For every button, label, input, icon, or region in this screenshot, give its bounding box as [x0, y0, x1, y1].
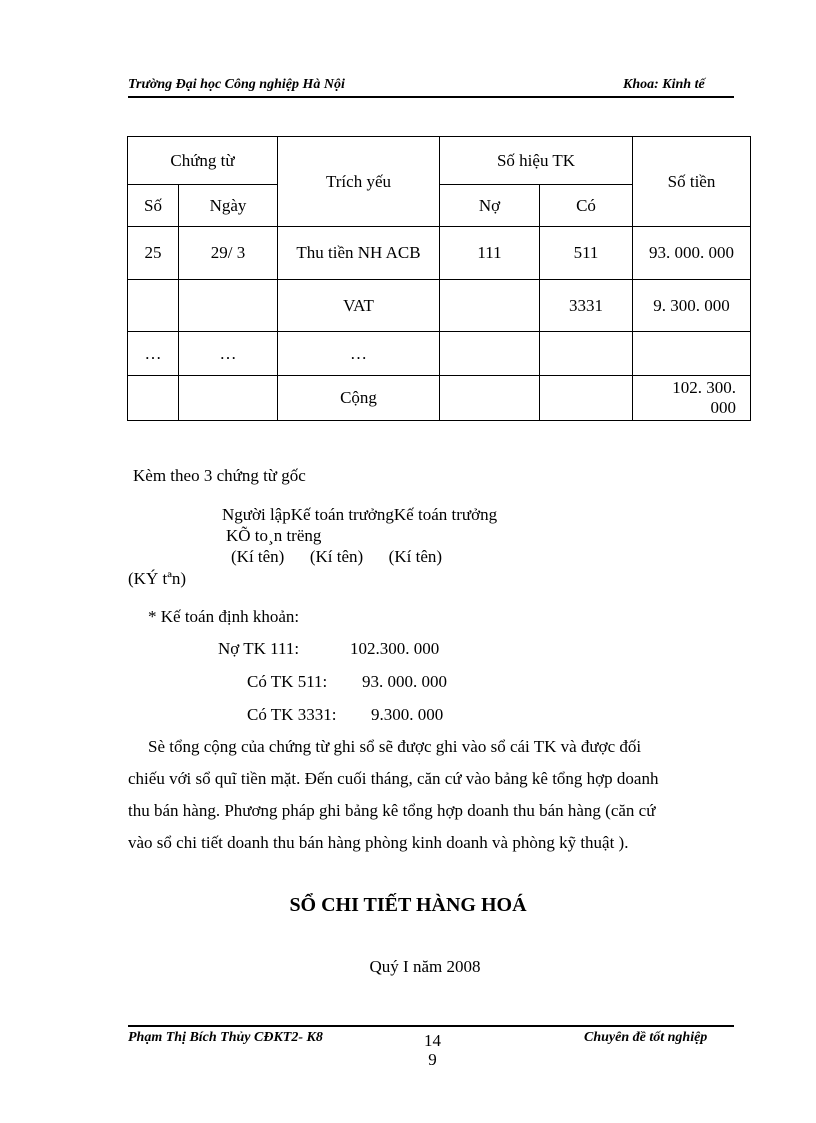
paragraph-line: Sè tổng cộng của chứng từ ghi sổ sẽ được ghi vào sổ cái TK và được đối [148, 737, 642, 756]
header-no: Nợ [440, 185, 540, 227]
signature-titles-garbled: KÕ to¸n trëng [226, 526, 322, 545]
signature-placeholders: (Kí tên) (Kí tên) (Kí tên) [231, 547, 443, 566]
footer-author: Phạm Thị Bích Thủy CĐKT2- K8 [128, 1030, 323, 1045]
section-subtitle: Quý I năm 2008 [369, 957, 481, 976]
footer-title: Chuyên đề tốt nghiệp [584, 1030, 708, 1045]
voucher-table [127, 136, 751, 421]
total-amount-line1: 102. 300. [672, 378, 737, 397]
section-title: SỔ CHI TIẾT HÀNG HOÁ [289, 894, 527, 916]
page-number-top: 14 [424, 1031, 441, 1050]
header-school: Trường Đại học Công nghiệp Hà Nội [128, 77, 345, 92]
cell-ngay: 29/ 3 [179, 227, 278, 280]
total-amount-line2: 000 [710, 398, 737, 417]
paragraph-line: chiếu với sổ quĩ tiền mặt. Đến cuối tháng, căn cứ vào bảng kê tổng hợp doanh [128, 769, 659, 788]
entry-credit1-value: 93. 000. 000 [362, 672, 447, 691]
table-row [128, 332, 751, 376]
table-row [128, 227, 751, 280]
cell-co [540, 376, 633, 421]
table-total-row [128, 376, 751, 421]
cell-so: … [128, 332, 179, 376]
page-number-bottom: 9 [428, 1050, 437, 1069]
header-chung-tu: Chứng từ [128, 137, 278, 185]
cell-no: 111 [440, 227, 540, 280]
cell-trich-yeu: VAT [278, 280, 440, 332]
cell-ngay [179, 376, 278, 421]
cell-trich-yeu: … [278, 332, 440, 376]
paragraph-line: vào sổ chi tiết doanh thu bán hàng phòng kinh doanh và phòng kỹ thuật ). [128, 833, 629, 852]
cell-co: 511 [540, 227, 633, 280]
header-trich-yeu: Trích yếu [278, 137, 440, 227]
cell-so [128, 280, 179, 332]
cell-ngay: … [179, 332, 278, 376]
header-so: Số [128, 185, 179, 227]
signature-titles: Người lậpKế toán trưởngKế toán trưởng [222, 505, 498, 524]
paragraph-line: thu bán hàng. Phương pháp ghi bảng kê tổng hợp doanh thu bán hàng (căn cứ [128, 801, 656, 820]
cell-no [440, 376, 540, 421]
entry-credit1-label: Có TK 511: [247, 672, 328, 691]
header-so-tien: Số tiền [633, 137, 751, 227]
page-number [424, 1031, 441, 1069]
body-paragraph [128, 731, 738, 859]
entry-credit2-value: 9.300. 000 [371, 705, 444, 724]
header-co: Có [540, 185, 633, 227]
signature-placeholder-garbled: (KÝ tªn) [128, 569, 187, 588]
cell-no [440, 332, 540, 376]
cell-total-label: Cộng [278, 376, 440, 421]
table-row [128, 280, 751, 332]
table-header-row [128, 137, 751, 185]
cell-so-tien: 93. 000. 000 [633, 227, 751, 280]
cell-co: 3331 [540, 280, 633, 332]
header-ngay: Ngày [179, 185, 278, 227]
cell-co [540, 332, 633, 376]
entry-debit-value: 102.300. 000 [350, 639, 440, 658]
header-rule [128, 96, 734, 98]
header-faculty: Khoa: Kinh tế [623, 77, 705, 92]
attachment-note: Kèm theo 3 chứng từ gốc [133, 466, 306, 485]
cell-so-tien: 9. 300. 000 [633, 280, 751, 332]
entry-credit2-label: Có TK 3331: [247, 705, 337, 724]
footer-rule [128, 1025, 734, 1027]
cell-trich-yeu: Thu tiền NH ACB [278, 227, 440, 280]
cell-total-amount [633, 376, 751, 421]
header-so-hieu-tk: Số hiệu TK [440, 137, 633, 185]
cell-ngay [179, 280, 278, 332]
cell-so [128, 376, 179, 421]
entry-debit-label: Nợ TK 111: [218, 639, 300, 658]
entry-title: * Kế toán định khoản: [148, 607, 300, 626]
cell-so-tien [633, 332, 751, 376]
cell-no [440, 280, 540, 332]
cell-so: 25 [128, 227, 179, 280]
